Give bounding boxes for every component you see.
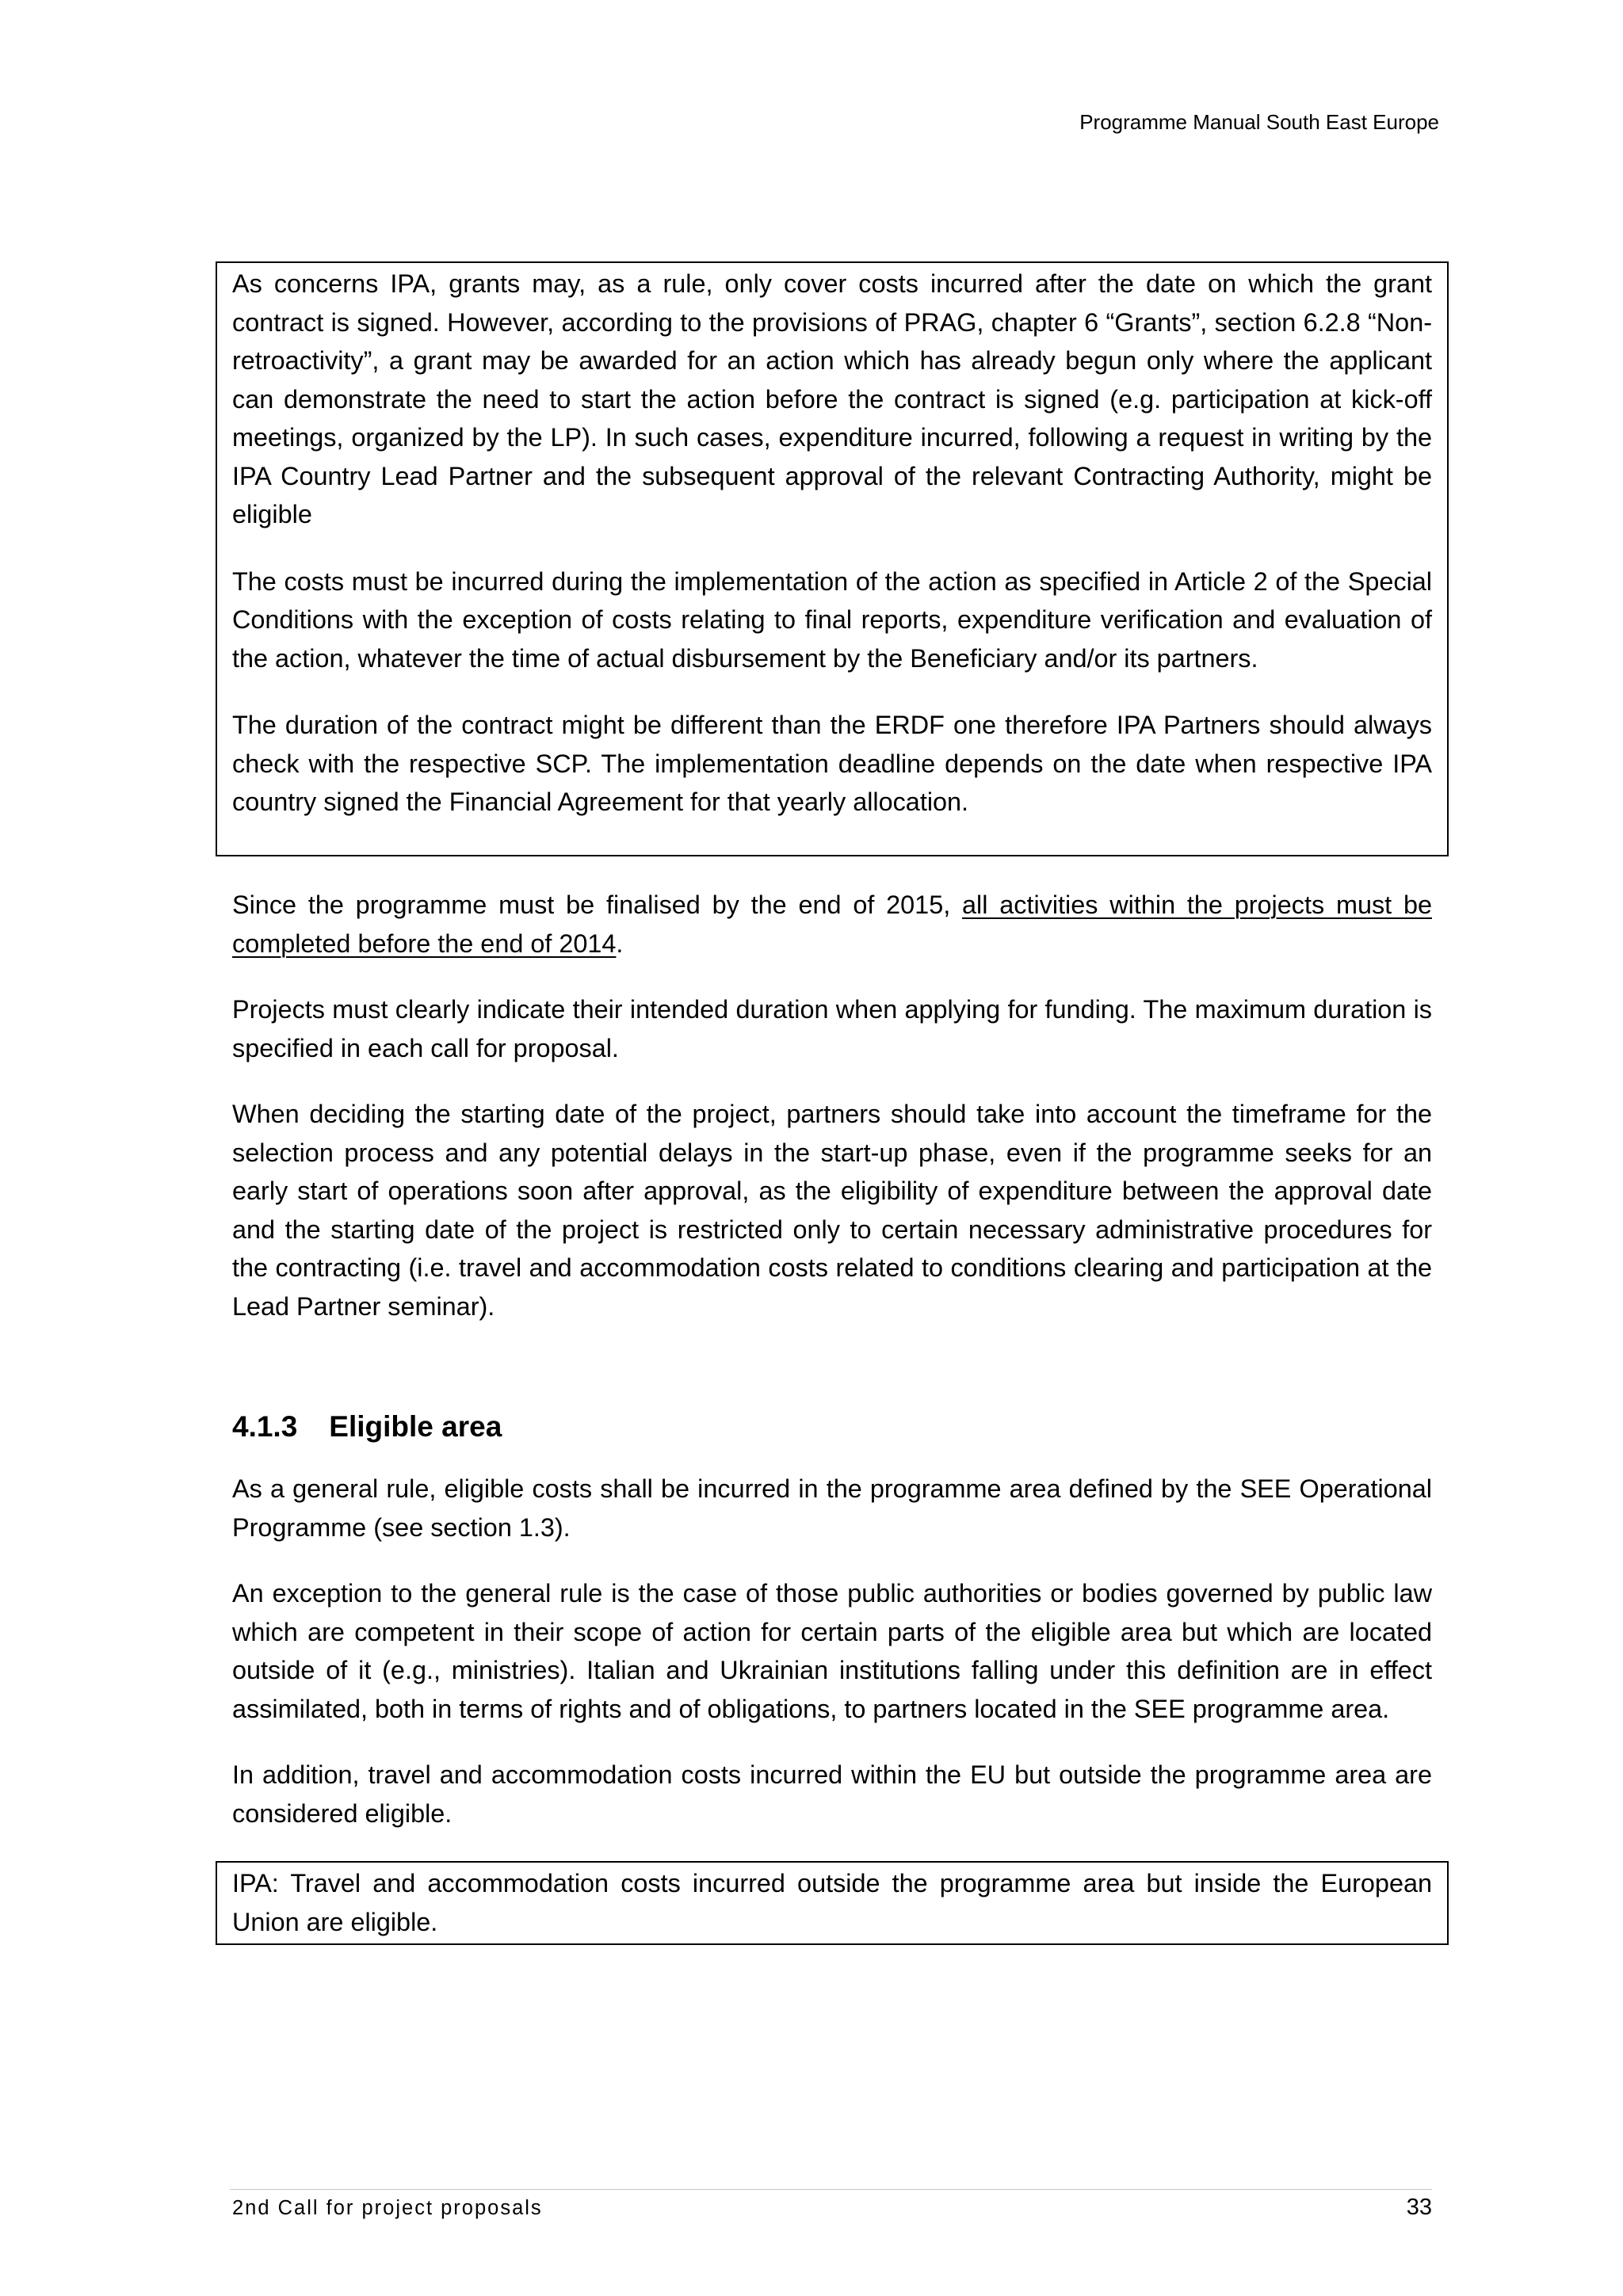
duration-paragraph: Projects must clearly indicate their intended duration when applying for funding. The maximum duration is specified in each call for proposal. — [232, 995, 1432, 1062]
eligible-area-paragraph: An exception to the general rule is the case of those public authorities or bodies governed by public law which are competent in their scope of action for certain parts of the eligible area but which are located outside of it (e.g., ministries). Italian and Ukrainian institutions falling under this definition are in effect assimilated, both in terms of rights and of obligations, to partners located in the SEE programme area. — [232, 1579, 1432, 1723]
ipa-note-box — [216, 261, 1449, 856]
programme-end-text: Since the programme must be finalised by the end of 2015, — [232, 891, 963, 919]
programme-end-paragraph — [232, 886, 1432, 963]
completion-deadline-emphasis: all activities within the projects must be completed before the end of 2014 — [232, 891, 1432, 958]
ipa-travel-note-box — [216, 1861, 1449, 1945]
starting-date-paragraph: When deciding the starting date of the project, partners should take into account the timeframe for the selection process and any potential delays in the start-up phase, even if the programme seeks for an early start of operations soon after approval, as the eligibility of expenditure between the approval date and the starting date of the project is restricted only to certain necessary administrative procedures for the contracting (i.e. travel and accommodation costs related to conditions clearing and participation at the Lead Partner seminar). — [232, 1100, 1432, 1321]
programme-end-period: . — [616, 929, 624, 958]
page-number: 33 — [1406, 2195, 1432, 2220]
footer-call-title: 2nd Call for project proposals — [232, 2197, 543, 2219]
ipa-note-paragraph: The costs must be incurred during the implementation of the action as specified in Article 2 of the Special Conditions with the exception of costs relating to final reports, expenditure verification and evaluation of the action, whatever the time of actual disbursement by the Beneficiary and/or its partners. — [232, 566, 1432, 673]
eligible-area-paragraph: In addition, travel and accommodation costs incurred within the EU but outside the programme area are considered eligible. — [232, 1760, 1432, 1828]
ipa-note-paragraph: As concerns IPA, grants may, as a rule, only cover costs incurred after the date on which the grant contract is signed. However, according to the provisions of PRAG, chapter 6 “Grants”, section 6.2.8 “Non-retroactivity”, a grant may be awarded for an action which has already begun only where the applicant can demonstrate the need to start the action before the contract is signed (e.g. participation at kick-off meetings, organized by the LP). In such cases, expenditure incurred, following a request in writing by the IPA Country Lead Partner and the subsequent approval of the relevant Contracting Authority, might be eligible — [232, 269, 1432, 528]
eligible-area-paragraph: As a general rule, eligible costs shall be incurred in the programme area defined by the SEE Operational Programme (see section 1.3). — [232, 1474, 1432, 1542]
ipa-note-paragraph: The duration of the contract might be different than the ERDF one therefore IPA Partners should always check with the respective SCP. The implementation deadline depends on the date when respective IPA country signed the Financial Agreement for that yearly allocation. — [232, 711, 1432, 816]
section-heading — [232, 1406, 1432, 1447]
ipa-travel-note: IPA: Travel and accommodation costs incurred outside the programme area but inside the European Union are eligible. — [232, 1869, 1432, 1936]
section-number: 4.1.3 — [232, 1410, 298, 1443]
footer-divider — [230, 2189, 1432, 2190]
section-title: Eligible area — [329, 1410, 502, 1443]
running-header: Programme Manual South East Europe — [1079, 110, 1439, 134]
page-content — [232, 261, 1432, 1945]
